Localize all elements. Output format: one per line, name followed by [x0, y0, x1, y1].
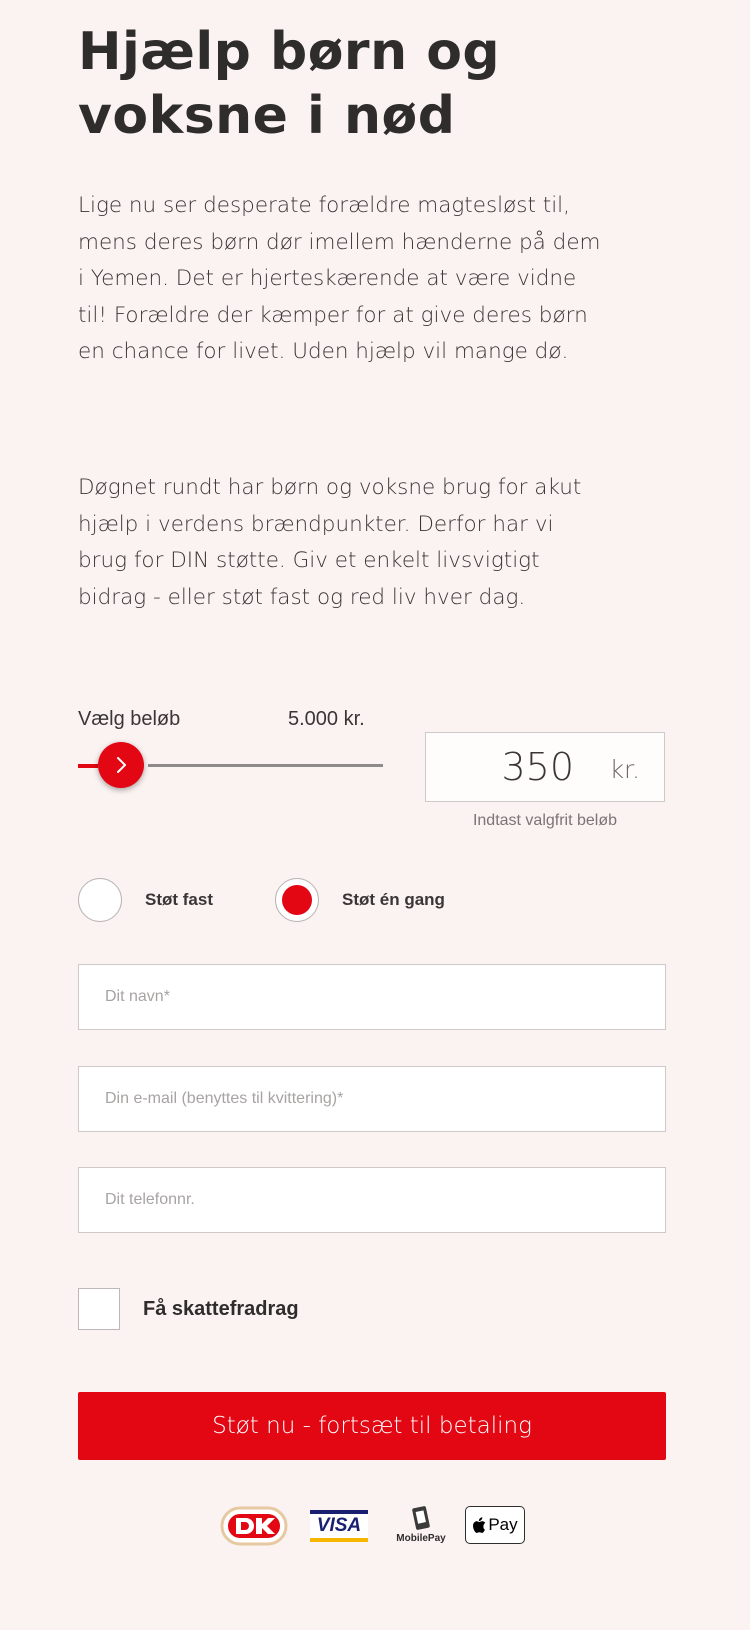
amount-input-box[interactable] — [425, 732, 665, 802]
radio-one-time[interactable] — [275, 878, 319, 922]
email-field[interactable] — [78, 1066, 666, 1132]
chevron-right-icon — [111, 755, 131, 775]
intro-paragraph: Lige nu ser desperate forældre magtesløst til, mens deres børn dør imellem hænderne på dem i Yemen. Det er hjerteskærende at være vidne til! Forældre der kæmper for at give deres børn en chance for livet. Uden hjælp vil mange dø. — [78, 193, 601, 364]
page-title: Hjælp børn og voksne i nød — [78, 22, 501, 146]
tax-deduction-checkbox[interactable] — [78, 1288, 120, 1330]
mobilepay-logo — [390, 1506, 452, 1550]
name-field[interactable] — [78, 964, 666, 1030]
amount-slider-thumb[interactable] — [98, 742, 144, 788]
slider-fill — [78, 764, 98, 768]
apple-icon — [472, 1517, 486, 1534]
amount-hint: Indtast valgfrit beløb — [472, 812, 618, 829]
mobilepay-text: MobilePay — [396, 1533, 446, 1544]
submit-payment-button[interactable]: Støt nu - fortsæt til betaling — [78, 1392, 666, 1460]
radio-recurring-label[interactable]: Støt fast — [145, 890, 213, 909]
tax-deduction-label[interactable]: Få skattefradrag — [143, 1298, 299, 1320]
radio-one-time-label[interactable]: Støt én gang — [342, 890, 445, 909]
radio-selected-dot — [282, 885, 312, 915]
phone-field[interactable] — [78, 1167, 666, 1233]
amount-label: Vælg beløb — [78, 708, 181, 730]
amount-max-label: 5.000 kr. — [288, 708, 365, 730]
apple-pay-text: Pay — [488, 1515, 518, 1534]
radio-recurring[interactable] — [78, 878, 122, 922]
visa-logo — [310, 1510, 368, 1544]
apple-pay-logo — [465, 1506, 525, 1544]
appeal-paragraph: Døgnet rundt har børn og voksne brug for akut hjælp i verdens brændpunkter. Derfor har vi brug for DIN støtte. Giv et enkelt livsvigtigt bidrag - eller støt fast og red liv hver dag. — [78, 475, 582, 610]
dankort-logo — [220, 1506, 288, 1546]
mobilepay-icon — [410, 1506, 432, 1530]
amount-unit: kr. — [609, 755, 640, 784]
visa-text: VISA — [310, 1514, 368, 1538]
amount-slider-track[interactable] — [148, 764, 383, 767]
amount-value[interactable]: 350 — [501, 745, 574, 789]
